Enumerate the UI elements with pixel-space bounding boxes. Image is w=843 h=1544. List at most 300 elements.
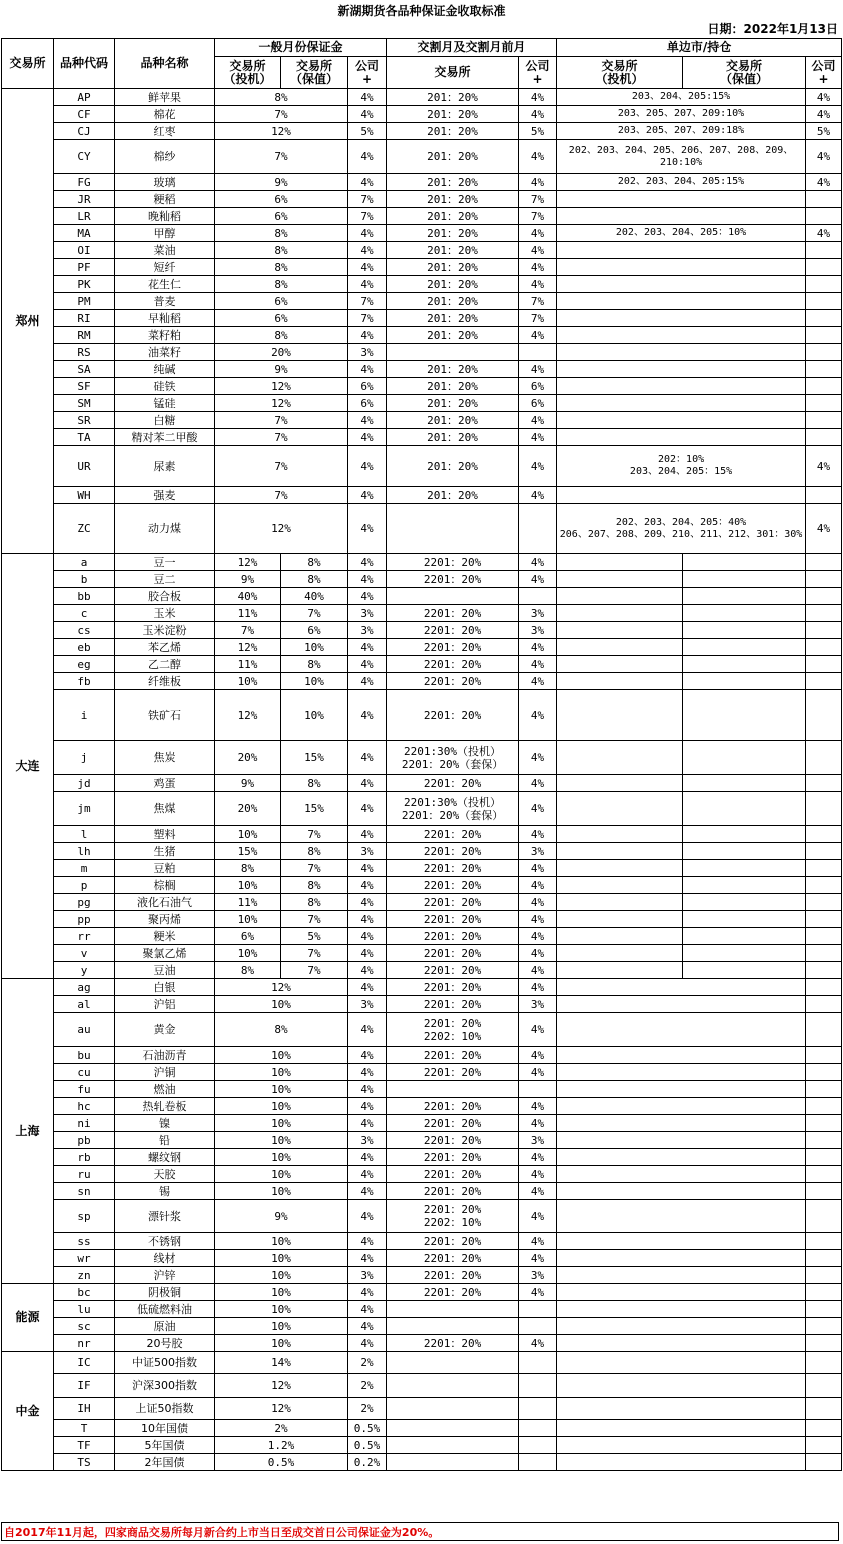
code-cell: MA <box>54 225 115 242</box>
table-row <box>2 1081 842 1098</box>
table-row <box>2 89 842 106</box>
general-company-add: 7% <box>348 310 387 327</box>
code-cell: l <box>54 826 115 843</box>
general-exchange-margin: 10% <box>215 1047 348 1064</box>
table-row <box>2 191 842 208</box>
unilateral-exchange-hedge <box>683 877 806 894</box>
general-company-add: 4% <box>348 1318 387 1335</box>
unilateral-exchange-margin <box>557 1335 806 1352</box>
header-delivery-company-add: 公司 + <box>519 57 557 89</box>
delivery-exchange-margin <box>387 1374 519 1398</box>
general-exchange-margin: 7% <box>215 446 348 487</box>
general-exchange-hedge: 8% <box>281 656 348 673</box>
general-exchange-speculation: 8% <box>215 860 281 877</box>
unilateral-company-add <box>806 911 842 928</box>
delivery-exchange-margin: 2201：20% <box>387 571 519 588</box>
table-row <box>2 911 842 928</box>
name-cell: 鸡蛋 <box>115 775 215 792</box>
table-row <box>2 1132 842 1149</box>
unilateral-exchange-speculation <box>557 894 683 911</box>
code-cell: jm <box>54 792 115 826</box>
table-row <box>2 588 842 605</box>
general-exchange-margin: 10% <box>215 1166 348 1183</box>
table-row <box>2 310 842 327</box>
unilateral-exchange-speculation <box>557 928 683 945</box>
delivery-exchange-margin: 201：20% <box>387 429 519 446</box>
delivery-exchange-margin <box>387 1437 519 1454</box>
code-cell: TS <box>54 1454 115 1471</box>
general-company-add: 4% <box>348 487 387 504</box>
header-unilateral: 单边市/持仓 <box>557 39 842 57</box>
code-cell: pb <box>54 1132 115 1149</box>
table-row <box>2 1454 842 1471</box>
unilateral-exchange-margin <box>557 1437 806 1454</box>
table-row <box>2 1064 842 1081</box>
general-company-add: 4% <box>348 242 387 259</box>
unilateral-exchange-margin <box>557 1064 806 1081</box>
general-exchange-margin: 6% <box>215 293 348 310</box>
table-row <box>2 571 842 588</box>
table-row <box>2 242 842 259</box>
code-cell: PF <box>54 259 115 276</box>
general-exchange-margin: 0.5% <box>215 1454 348 1471</box>
table-row <box>2 1374 842 1398</box>
header-delivery-exchange: 交易所 <box>387 57 519 89</box>
name-cell: 棉花 <box>115 106 215 123</box>
delivery-exchange-margin: 2201：20% <box>387 1064 519 1081</box>
delivery-company-add: 6% <box>519 378 557 395</box>
table-row <box>2 962 842 979</box>
delivery-company-add: 4% <box>519 571 557 588</box>
delivery-company-add: 4% <box>519 979 557 996</box>
unilateral-company-add <box>806 487 842 504</box>
unilateral-exchange-margin <box>557 996 806 1013</box>
delivery-exchange-margin <box>387 1301 519 1318</box>
general-exchange-hedge: 5% <box>281 928 348 945</box>
unilateral-company-add <box>806 894 842 911</box>
name-cell: 液化石油气 <box>115 894 215 911</box>
unilateral-company-add <box>806 860 842 877</box>
delivery-company-add: 7% <box>519 293 557 310</box>
unilateral-company-add: 4% <box>806 89 842 106</box>
code-cell: pg <box>54 894 115 911</box>
delivery-exchange-margin: 2201：20% <box>387 1149 519 1166</box>
unilateral-exchange-hedge <box>683 690 806 741</box>
general-company-add: 4% <box>348 673 387 690</box>
unilateral-exchange-hedge <box>683 860 806 877</box>
delivery-exchange-margin: 2201：20% 2202：10% <box>387 1200 519 1233</box>
general-company-add: 4% <box>348 1233 387 1250</box>
unilateral-company-add <box>806 588 842 605</box>
name-cell: 甲醇 <box>115 225 215 242</box>
general-exchange-hedge: 8% <box>281 843 348 860</box>
delivery-company-add: 4% <box>519 826 557 843</box>
unilateral-exchange-margin: 203、205、207、209:18% <box>557 123 806 140</box>
table-body <box>2 89 842 1471</box>
code-cell: ag <box>54 979 115 996</box>
delivery-exchange-margin: 201：20% <box>387 412 519 429</box>
general-exchange-margin: 9% <box>215 174 348 191</box>
general-company-add: 5% <box>348 123 387 140</box>
unilateral-exchange-margin <box>557 1301 806 1318</box>
code-cell: SA <box>54 361 115 378</box>
unilateral-exchange-speculation <box>557 877 683 894</box>
name-cell: 阴极铜 <box>115 1284 215 1301</box>
delivery-company-add: 4% <box>519 860 557 877</box>
code-cell: OI <box>54 242 115 259</box>
name-cell: 沪铜 <box>115 1064 215 1081</box>
code-cell: sp <box>54 1200 115 1233</box>
delivery-exchange-margin: 2201：20% <box>387 554 519 571</box>
unilateral-company-add <box>806 429 842 446</box>
unilateral-company-add <box>806 1183 842 1200</box>
delivery-exchange-margin: 2201：20% <box>387 945 519 962</box>
code-cell: c <box>54 605 115 622</box>
general-company-add: 0.5% <box>348 1420 387 1437</box>
unilateral-exchange-hedge <box>683 741 806 775</box>
general-exchange-margin: 12% <box>215 504 348 554</box>
general-exchange-speculation: 10% <box>215 877 281 894</box>
unilateral-company-add <box>806 1284 842 1301</box>
table-row <box>2 1047 842 1064</box>
general-company-add: 4% <box>348 1166 387 1183</box>
general-company-add: 4% <box>348 1098 387 1115</box>
code-cell: RS <box>54 344 115 361</box>
unilateral-company-add <box>806 656 842 673</box>
header-delivery-month: 交割月及交割月前月 <box>387 39 557 57</box>
code-cell: bc <box>54 1284 115 1301</box>
name-cell: 晚籼稻 <box>115 208 215 225</box>
delivery-company-add <box>519 1420 557 1437</box>
delivery-exchange-margin: 201：20% <box>387 310 519 327</box>
delivery-exchange-margin: 201：20% <box>387 276 519 293</box>
table-row <box>2 276 842 293</box>
delivery-exchange-margin: 2201：20% <box>387 622 519 639</box>
table-row <box>2 327 842 344</box>
general-exchange-margin: 8% <box>215 89 348 106</box>
unilateral-company-add <box>806 361 842 378</box>
general-exchange-speculation: 20% <box>215 741 281 775</box>
code-cell: UR <box>54 446 115 487</box>
unilateral-company-add <box>806 1047 842 1064</box>
name-cell: 白糖 <box>115 412 215 429</box>
unilateral-exchange-margin <box>557 259 806 276</box>
unilateral-exchange-margin <box>557 1398 806 1420</box>
general-exchange-speculation: 11% <box>215 894 281 911</box>
delivery-exchange-margin: 2201：20% <box>387 690 519 741</box>
unilateral-exchange-hedge <box>683 656 806 673</box>
table-row <box>2 792 842 826</box>
table-row <box>2 673 842 690</box>
unilateral-company-add <box>806 1318 842 1335</box>
table-row <box>2 605 842 622</box>
general-company-add: 4% <box>348 1200 387 1233</box>
table-row <box>2 1250 842 1267</box>
delivery-exchange-margin: 201：20% <box>387 123 519 140</box>
delivery-company-add <box>519 1318 557 1335</box>
delivery-company-add: 4% <box>519 446 557 487</box>
code-cell: SR <box>54 412 115 429</box>
unilateral-exchange-margin: 202、203、204、205：40% 206、207、208、209、210、211、212、301：30% <box>557 504 806 554</box>
code-cell: bb <box>54 588 115 605</box>
delivery-company-add: 4% <box>519 1166 557 1183</box>
general-exchange-hedge: 15% <box>281 792 348 826</box>
general-exchange-hedge: 40% <box>281 588 348 605</box>
delivery-exchange-margin: 2201：20% <box>387 962 519 979</box>
general-company-add: 4% <box>348 504 387 554</box>
general-company-add: 4% <box>348 928 387 945</box>
header-unilateral-exchange-speculation: 交易所 （投机） <box>557 57 683 89</box>
delivery-company-add: 4% <box>519 1149 557 1166</box>
delivery-company-add <box>519 1454 557 1471</box>
table-row <box>2 894 842 911</box>
table-row <box>2 1284 842 1301</box>
general-exchange-margin: 10% <box>215 1267 348 1284</box>
unilateral-exchange-speculation <box>557 554 683 571</box>
code-cell: cs <box>54 622 115 639</box>
delivery-company-add: 4% <box>519 928 557 945</box>
general-exchange-hedge: 8% <box>281 894 348 911</box>
name-cell: 螺纹钢 <box>115 1149 215 1166</box>
general-company-add: 4% <box>348 979 387 996</box>
general-exchange-margin: 20% <box>215 344 348 361</box>
name-cell: 普麦 <box>115 293 215 310</box>
unilateral-exchange-hedge <box>683 622 806 639</box>
name-cell: 锰硅 <box>115 395 215 412</box>
unilateral-company-add <box>806 1132 842 1149</box>
name-cell: 菜籽粕 <box>115 327 215 344</box>
name-cell: 玻璃 <box>115 174 215 191</box>
delivery-company-add: 7% <box>519 310 557 327</box>
general-company-add: 4% <box>348 106 387 123</box>
table-row <box>2 174 842 191</box>
general-exchange-speculation: 6% <box>215 928 281 945</box>
code-cell: j <box>54 741 115 775</box>
general-company-add: 4% <box>348 446 387 487</box>
name-cell: 纤维板 <box>115 673 215 690</box>
exchange-cell: 大连 <box>2 554 54 979</box>
code-cell: IF <box>54 1374 115 1398</box>
unilateral-company-add <box>806 605 842 622</box>
unilateral-company-add <box>806 1437 842 1454</box>
delivery-company-add: 4% <box>519 140 557 174</box>
exchange-cell: 上海 <box>2 979 54 1284</box>
general-exchange-hedge: 10% <box>281 639 348 656</box>
unilateral-company-add <box>806 826 842 843</box>
unilateral-exchange-speculation <box>557 792 683 826</box>
delivery-company-add: 4% <box>519 412 557 429</box>
unilateral-exchange-margin <box>557 191 806 208</box>
delivery-exchange-margin: 201：20% <box>387 395 519 412</box>
delivery-exchange-margin: 201：20% <box>387 487 519 504</box>
general-exchange-speculation: 9% <box>215 571 281 588</box>
name-cell: 豆一 <box>115 554 215 571</box>
unilateral-exchange-margin <box>557 378 806 395</box>
name-cell: 石油沥青 <box>115 1047 215 1064</box>
unilateral-company-add <box>806 259 842 276</box>
delivery-exchange-margin: 2201：20% <box>387 979 519 996</box>
general-company-add: 0.2% <box>348 1454 387 1471</box>
unilateral-exchange-hedge <box>683 962 806 979</box>
delivery-exchange-margin: 2201:30%（投机） 2201：20%（套保） <box>387 792 519 826</box>
delivery-exchange-margin: 201：20% <box>387 140 519 174</box>
delivery-company-add: 4% <box>519 1233 557 1250</box>
unilateral-exchange-margin: 203、205、207、209:10% <box>557 106 806 123</box>
unilateral-company-add <box>806 242 842 259</box>
unilateral-exchange-margin <box>557 242 806 259</box>
table-row <box>2 1013 842 1047</box>
name-cell: 乙二醇 <box>115 656 215 673</box>
table-row <box>2 208 842 225</box>
delivery-company-add: 4% <box>519 487 557 504</box>
delivery-company-add <box>519 504 557 554</box>
general-company-add: 4% <box>348 429 387 446</box>
general-company-add: 4% <box>348 894 387 911</box>
delivery-exchange-margin <box>387 504 519 554</box>
delivery-company-add: 3% <box>519 622 557 639</box>
name-cell: 油菜籽 <box>115 344 215 361</box>
unilateral-company-add <box>806 775 842 792</box>
delivery-exchange-margin: 201：20% <box>387 174 519 191</box>
general-exchange-hedge: 8% <box>281 571 348 588</box>
unilateral-exchange-margin <box>557 487 806 504</box>
code-cell: au <box>54 1013 115 1047</box>
unilateral-company-add: 5% <box>806 123 842 140</box>
delivery-company-add: 4% <box>519 554 557 571</box>
table-row <box>2 1166 842 1183</box>
general-exchange-speculation: 10% <box>215 911 281 928</box>
general-company-add: 4% <box>348 1183 387 1200</box>
general-company-add: 4% <box>348 361 387 378</box>
table-row <box>2 1098 842 1115</box>
table-row <box>2 690 842 741</box>
delivery-company-add: 3% <box>519 605 557 622</box>
unilateral-company-add <box>806 792 842 826</box>
exchange-cell: 中金 <box>2 1352 54 1471</box>
general-exchange-margin: 9% <box>215 1200 348 1233</box>
delivery-company-add: 4% <box>519 259 557 276</box>
table-row <box>2 1233 842 1250</box>
delivery-exchange-margin: 201：20% <box>387 327 519 344</box>
code-cell: jd <box>54 775 115 792</box>
unilateral-exchange-margin <box>557 1318 806 1335</box>
name-cell: 原油 <box>115 1318 215 1335</box>
unilateral-company-add: 4% <box>806 225 842 242</box>
delivery-company-add: 4% <box>519 225 557 242</box>
delivery-company-add <box>519 1081 557 1098</box>
general-exchange-margin: 7% <box>215 487 348 504</box>
unilateral-company-add <box>806 690 842 741</box>
name-cell: 沪锌 <box>115 1267 215 1284</box>
delivery-exchange-margin <box>387 344 519 361</box>
general-exchange-margin: 7% <box>215 412 348 429</box>
code-cell: al <box>54 996 115 1013</box>
unilateral-exchange-speculation <box>557 911 683 928</box>
delivery-exchange-margin: 2201：20% <box>387 843 519 860</box>
general-company-add: 4% <box>348 571 387 588</box>
general-exchange-margin: 10% <box>215 1233 348 1250</box>
table-row <box>2 225 842 242</box>
footer-note: 自2017年11月起，四家商品交易所每月新合约上市当日至成交首日公司保证金为20%。 <box>1 1522 839 1541</box>
unilateral-company-add <box>806 962 842 979</box>
table-row <box>2 1115 842 1132</box>
unilateral-exchange-hedge <box>683 911 806 928</box>
code-cell: IC <box>54 1352 115 1374</box>
code-cell: CY <box>54 140 115 174</box>
name-cell: 豆二 <box>115 571 215 588</box>
unilateral-exchange-margin: 202：10% 203、204、205：15% <box>557 446 806 487</box>
unilateral-exchange-margin <box>557 276 806 293</box>
code-cell: lu <box>54 1301 115 1318</box>
header-code: 品种代码 <box>54 39 115 89</box>
code-cell: b <box>54 571 115 588</box>
delivery-exchange-margin: 201：20% <box>387 378 519 395</box>
code-cell: PM <box>54 293 115 310</box>
general-company-add: 4% <box>348 639 387 656</box>
delivery-company-add: 4% <box>519 242 557 259</box>
table-row <box>2 1352 842 1374</box>
unilateral-exchange-speculation <box>557 690 683 741</box>
unilateral-exchange-margin <box>557 1454 806 1471</box>
name-cell: 早籼稻 <box>115 310 215 327</box>
delivery-company-add: 4% <box>519 1250 557 1267</box>
table-row <box>2 1267 842 1284</box>
name-cell: 焦煤 <box>115 792 215 826</box>
unilateral-exchange-hedge <box>683 588 806 605</box>
unilateral-exchange-margin <box>557 293 806 310</box>
name-cell: 2年国债 <box>115 1454 215 1471</box>
unilateral-company-add <box>806 344 842 361</box>
table-row <box>2 656 842 673</box>
delivery-company-add: 4% <box>519 945 557 962</box>
header-exchange-speculation: 交易所 （投机） <box>215 57 281 89</box>
unilateral-exchange-margin <box>557 429 806 446</box>
delivery-exchange-margin: 2201：20% 2202：10% <box>387 1013 519 1047</box>
name-cell: 胶合板 <box>115 588 215 605</box>
general-company-add: 2% <box>348 1352 387 1374</box>
general-exchange-margin: 6% <box>215 191 348 208</box>
general-company-add: 4% <box>348 690 387 741</box>
delivery-company-add <box>519 1398 557 1420</box>
name-cell: 热轧卷板 <box>115 1098 215 1115</box>
general-company-add: 0.5% <box>348 1437 387 1454</box>
general-exchange-hedge: 10% <box>281 673 348 690</box>
general-exchange-speculation: 8% <box>215 962 281 979</box>
unilateral-company-add <box>806 1267 842 1284</box>
delivery-company-add: 4% <box>519 911 557 928</box>
header-exchange: 交易所 <box>2 39 54 89</box>
general-exchange-speculation: 11% <box>215 656 281 673</box>
delivery-company-add: 3% <box>519 1267 557 1284</box>
unilateral-exchange-hedge <box>683 826 806 843</box>
unilateral-exchange-hedge <box>683 673 806 690</box>
delivery-company-add <box>519 588 557 605</box>
general-exchange-hedge: 7% <box>281 962 348 979</box>
unilateral-exchange-speculation <box>557 741 683 775</box>
general-exchange-margin: 10% <box>215 1064 348 1081</box>
delivery-company-add: 4% <box>519 962 557 979</box>
code-cell: wr <box>54 1250 115 1267</box>
general-company-add: 4% <box>348 826 387 843</box>
code-cell: WH <box>54 487 115 504</box>
unilateral-company-add: 4% <box>806 174 842 191</box>
code-cell: TA <box>54 429 115 446</box>
general-company-add: 2% <box>348 1398 387 1420</box>
unilateral-exchange-margin <box>557 1013 806 1047</box>
general-exchange-speculation: 10% <box>215 945 281 962</box>
unilateral-company-add <box>806 1335 842 1352</box>
table-row <box>2 945 842 962</box>
